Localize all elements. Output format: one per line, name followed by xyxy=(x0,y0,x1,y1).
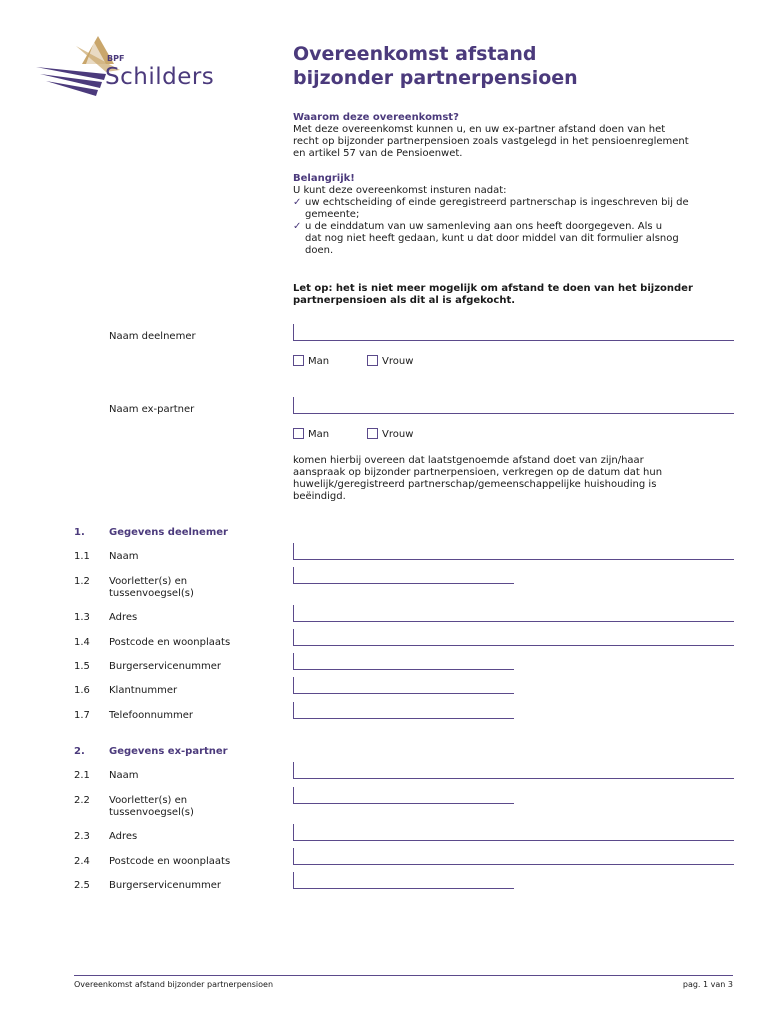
section-2-number: 2. xyxy=(74,746,85,757)
deelnemer-bsn-field[interactable] xyxy=(293,653,514,670)
row-label: Telefoonnummer xyxy=(109,710,194,721)
why-text-line2: recht op bijzonder partnerpensioen zoals vastgelegd in het pensioenreglement xyxy=(293,136,689,147)
notice xyxy=(293,283,743,307)
row-label: Naam xyxy=(109,770,139,781)
row-number: 1.7 xyxy=(74,710,90,721)
why-heading: Waarom deze overeenkomst? xyxy=(293,112,459,123)
deelnemer-adres-field[interactable] xyxy=(293,605,734,622)
row-number: 1.4 xyxy=(74,637,90,648)
row-number: 1.5 xyxy=(74,661,90,672)
important-item-2 xyxy=(293,221,743,257)
footer-divider xyxy=(74,975,733,976)
row-label: Burgerservicenummer xyxy=(109,880,221,891)
agreement-line2: aanspraak op bijzonder partnerpensioen, verkregen op de datum dat hun xyxy=(293,467,663,478)
expartner-adres-field[interactable] xyxy=(293,824,734,841)
row-number: 2.2 xyxy=(74,795,90,806)
logo xyxy=(36,34,241,100)
agreement-line1: komen hierbij overeen dat laatstgenoemde afstand doet van zijn/haar xyxy=(293,455,644,466)
row-label: Postcode en woonplaats xyxy=(109,856,231,867)
important-item-2-line2: dat nog niet heeft gedaan, kunt u dat door middel van dit formulier alsnog xyxy=(305,233,679,244)
checkbox[interactable] xyxy=(293,355,304,366)
checkbox[interactable] xyxy=(367,428,378,439)
man-label: Man xyxy=(308,356,330,367)
row-number: 2.4 xyxy=(74,856,90,867)
row-label: Postcode en woonplaats xyxy=(109,637,231,648)
row-label: Naam xyxy=(109,551,139,562)
expartner-bsn-field[interactable] xyxy=(293,872,514,889)
important-item-2-line1: u de einddatum van uw samenleving aan ons heeft doorgegeven. Als u xyxy=(305,221,663,232)
why-text-line3: en artikel 57 van de Pensioenwet. xyxy=(293,148,463,159)
logo-name: Schilders xyxy=(105,64,215,90)
row-label: Adres xyxy=(109,831,138,842)
check-icon: ✓ xyxy=(293,197,302,208)
agreement-line3: huwelijk/geregistreerd partnerschap/gemeenschappelijke huishouding is xyxy=(293,479,657,490)
page-title xyxy=(293,42,578,90)
row-label-line1: Voorletter(s) en xyxy=(109,795,188,806)
row-label: Burgerservicenummer xyxy=(109,661,221,672)
expartner-name-field[interactable] xyxy=(293,397,734,414)
deelnemer-voorletters-field[interactable] xyxy=(293,567,514,584)
checkbox[interactable] xyxy=(367,355,378,366)
row-number: 2.1 xyxy=(74,770,90,781)
section-2-title: Gegevens ex-partner xyxy=(109,746,228,757)
why-section xyxy=(293,112,743,160)
notice-line1: Let op: het is niet meer mogelijk om afstand te doen van het bijzonder xyxy=(293,283,693,294)
section-1-title: Gegevens deelnemer xyxy=(109,527,228,538)
participant-name-field[interactable] xyxy=(293,324,734,341)
check-icon: ✓ xyxy=(293,221,302,232)
participant-name-label: Naam deelnemer xyxy=(109,331,196,342)
deelnemer-telefoon-field[interactable] xyxy=(293,702,514,719)
expartner-voorletters-field[interactable] xyxy=(293,787,514,804)
man-label: Man xyxy=(308,429,330,440)
important-item-1 xyxy=(293,197,743,221)
expartner-naam-field[interactable] xyxy=(293,762,734,779)
row-label-line2: tussenvoegsel(s) xyxy=(109,807,194,818)
important-intro: U kunt deze overeenkomst insturen nadat: xyxy=(293,185,507,196)
row-label xyxy=(109,795,194,819)
row-label xyxy=(109,576,194,600)
row-label-line2: tussenvoegsel(s) xyxy=(109,588,194,599)
woman-label: Vrouw xyxy=(382,429,414,440)
row-label: Klantnummer xyxy=(109,685,178,696)
deelnemer-postcode-field[interactable] xyxy=(293,629,734,646)
row-number: 1.3 xyxy=(74,612,90,623)
expartner-postcode-field[interactable] xyxy=(293,848,734,865)
expartner-gender-woman[interactable] xyxy=(367,428,413,440)
important-item-1-line1: uw echtscheiding of einde geregistreerd partnerschap is ingeschreven bij de xyxy=(305,197,689,208)
row-number: 2.3 xyxy=(74,831,90,842)
agreement-text xyxy=(293,455,743,503)
woman-label: Vrouw xyxy=(382,356,414,367)
important-section xyxy=(293,173,743,257)
page-title-line2: bijzonder partnerpensioen xyxy=(293,67,578,89)
row-number: 2.5 xyxy=(74,880,90,891)
why-text-line1: Met deze overeenkomst kunnen u, en uw ex-partner afstand doen van het xyxy=(293,124,666,135)
row-label-line1: Voorletter(s) en xyxy=(109,576,188,587)
deelnemer-naam-field[interactable] xyxy=(293,543,734,560)
deelnemer-klantnummer-field[interactable] xyxy=(293,677,514,694)
participant-gender-man[interactable] xyxy=(293,355,329,367)
page-number: pag. 1 van 3 xyxy=(682,980,733,989)
page-title-line1: Overeenkomst afstand xyxy=(293,43,537,65)
important-item-1-line2: gemeente; xyxy=(305,209,360,220)
row-label: Adres xyxy=(109,612,138,623)
row-number: 1.6 xyxy=(74,685,90,696)
expartner-name-label: Naam ex-partner xyxy=(109,404,195,415)
expartner-gender-man[interactable] xyxy=(293,428,329,440)
section-1-number: 1. xyxy=(74,527,85,538)
agreement-line4: beëindigd. xyxy=(293,491,346,502)
notice-line2: partnerpensioen als dit al is afgekocht. xyxy=(293,295,516,306)
row-number: 1.2 xyxy=(74,576,90,587)
footer-title: Overeenkomst afstand bijzonder partnerpensioen xyxy=(74,980,274,989)
participant-gender-woman[interactable] xyxy=(367,355,413,367)
logo-small-text: BPF xyxy=(107,54,125,63)
checkbox[interactable] xyxy=(293,428,304,439)
important-item-2-line3: doen. xyxy=(305,245,334,256)
important-heading: Belangrijk! xyxy=(293,173,355,184)
row-number: 1.1 xyxy=(74,551,90,562)
